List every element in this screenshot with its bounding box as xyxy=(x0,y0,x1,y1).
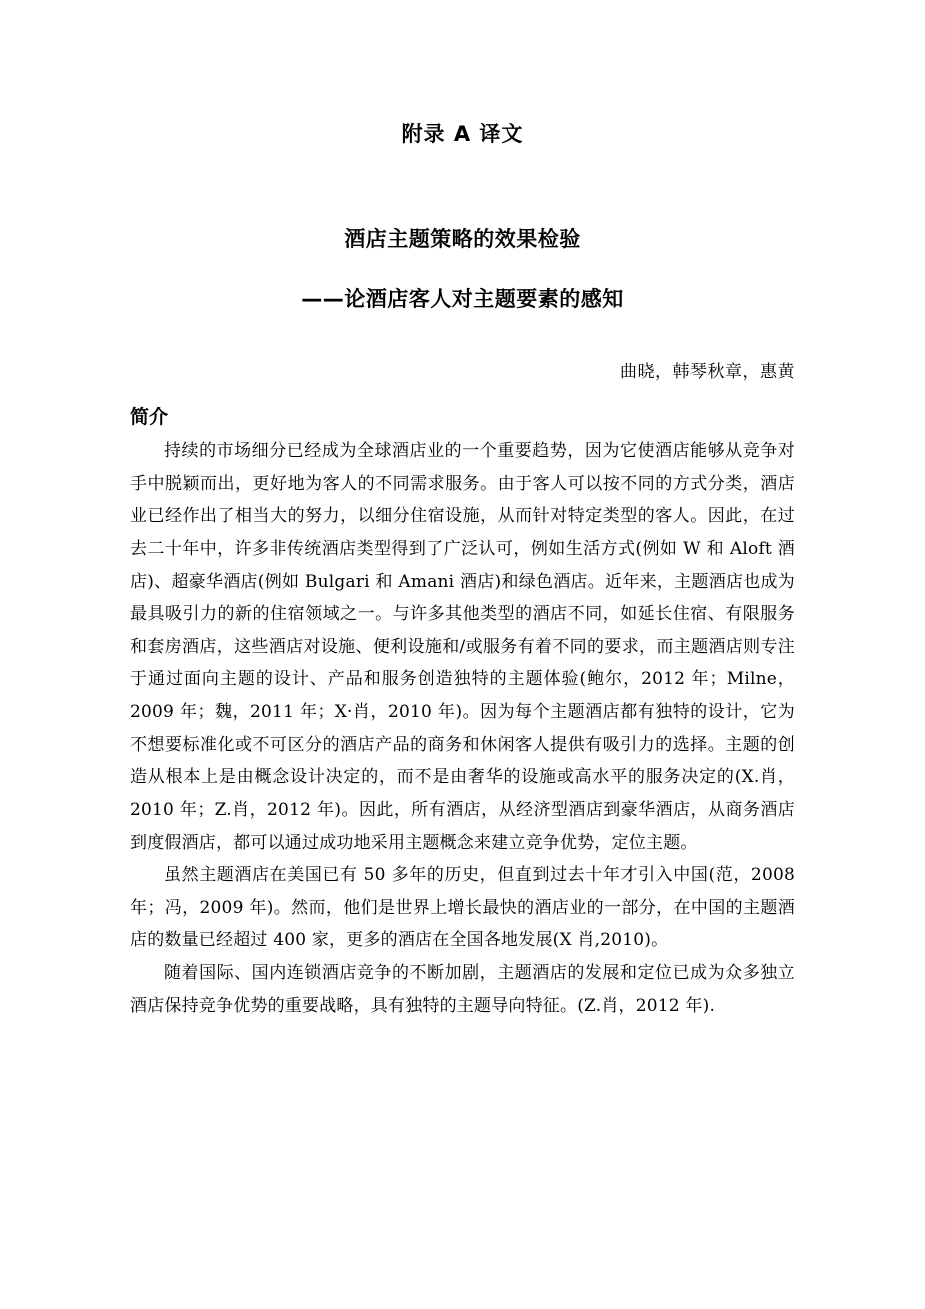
body-paragraph: 虽然主题酒店在美国已有 50 多年的历史，但直到过去十年才引入中国(范，2008 年；冯，2009 年)。然而，他们是世界上增长最快的酒店业的一部分，在中国的主题酒店的数量已经超过 400 家，更多的酒店在全国各地发展(X 肖,2010)。 xyxy=(130,865,795,951)
page-subtitle: ——论酒店客人对主题要素的感知 xyxy=(301,286,624,311)
body-paragraph: 持续的市场细分已经成为全球酒店业的一个重要趋势，因为它使酒店能够从竞争对手中脱颖而出，更好地为客人的不同需求服务。由于客人可以按不同的方式分类，酒店业已经作出了相当大的努力，以细分住宿设施，从而针对特定类型的客人。因此，在过去二十年中，许多非传统酒店类型得到了广泛认可，例如生活方式(例如 W 和 Aloft 酒店)、超豪华酒店(例如 Bulgari 和 Amani 酒店)和绿色酒店。近年来，主题酒店也成为最具吸引力的新的住宿领域之一。与许多其他类型的酒店不同，如延长住宿、有限服务和套房酒店，这些酒店对设施、便利设施和/或服务有着不同的要求，而主题酒店则专注于通过面向主题的设计、产品和服务创造独特的主题体验(鲍尔，2012 年；Milne，2009 年；魏，2011 年；X·肖，2010 年)。因为每个主题酒店都有独特的设计，它为不想要标准化或不可区分的酒店产品的商务和休闲客人提供有吸引力的选择。主题的创造从根本上是由概念设计决定的，而不是由奢华的设施或高水平的服务决定的(X.肖，2010 年；Z.肖，2012 年)。因此，所有酒店，从经济型酒店到豪华酒店，从商务酒店到度假酒店，都可以通过成功地采用主题概念来建立竞争优势，定位主题。 xyxy=(130,441,795,853)
body-paragraph: 随着国际、国内连锁酒店竞争的不断加剧，主题酒店的发展和定位已成为众多独立酒店保持竞争优势的重要战略，具有独特的主题导向特征。(Z.肖，2012 年). xyxy=(130,963,795,1016)
appendix-title: 附录 A 译文 xyxy=(401,122,524,146)
section-heading-introduction: 简介 xyxy=(130,406,169,428)
author-list: 曲晓，韩琴秋章，惠黄 xyxy=(620,362,795,382)
title-spacer xyxy=(130,152,795,224)
page-title: 酒店主题策略的效果检验 xyxy=(344,227,581,251)
